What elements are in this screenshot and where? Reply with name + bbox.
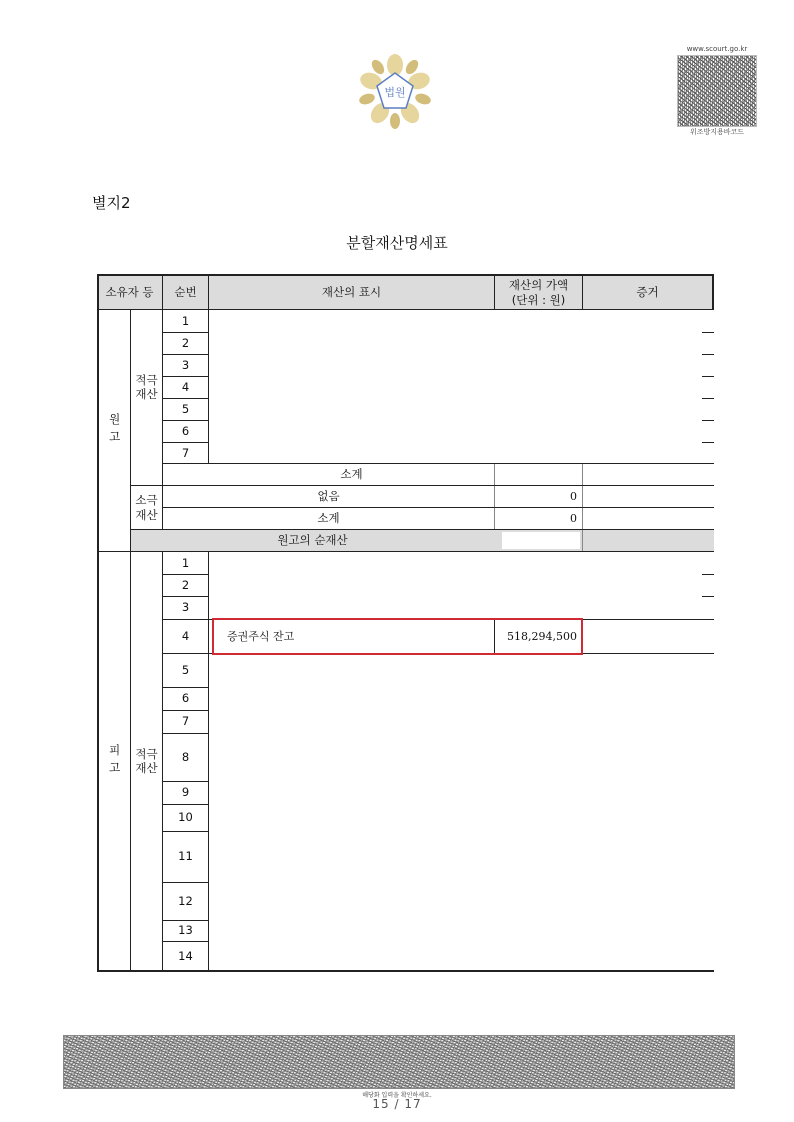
defendant-seq-cell: 7 — [181, 714, 190, 729]
defendant-seq-cell: 2 — [181, 577, 190, 592]
plaintiff-negative-row-value: 0 — [570, 489, 577, 503]
defendant-label: 피고 — [107, 743, 122, 779]
defendant-seq-cell: 6 — [181, 691, 190, 706]
row-divider — [702, 574, 714, 575]
header-evidence: 증거 — [636, 285, 659, 300]
defendant-seq-cell: 11 — [178, 849, 193, 864]
plaintiff-negative-subtotal-label: 소계 — [317, 511, 340, 526]
defendant-seq-cell: 9 — [181, 785, 190, 800]
barcode-label: 위조방지용바코드 — [689, 128, 745, 136]
header-value-line1: 재산의 가액 — [508, 278, 569, 293]
header-seq: 순번 — [174, 285, 197, 300]
defendant-seq-cell: 3 — [181, 600, 190, 615]
plaintiff-seq-cell: 6 — [181, 424, 190, 439]
defendant-positive-label: 적극재산 — [135, 746, 158, 775]
emblem-text: 법원 — [384, 86, 406, 99]
attachment-label: 별지2 — [92, 194, 131, 212]
defendant-seq-cell: 4 — [181, 628, 190, 643]
plaintiff-net-label: 원고의 순재산 — [277, 533, 348, 548]
highlight-item-value: 518,294,500 — [507, 629, 577, 643]
defendant-seq-cell: 14 — [178, 948, 193, 963]
footer-security-pattern — [63, 1035, 735, 1089]
highlight-box — [212, 618, 583, 655]
defendant-seq-cell: 13 — [178, 923, 193, 938]
plaintiff-positive-label: 적극재산 — [135, 372, 158, 401]
plaintiff-seq-cell: 5 — [181, 402, 190, 417]
plaintiff-seq-cell: 4 — [181, 380, 190, 395]
page-number: 15 / 17 — [372, 1097, 422, 1111]
header-value — [495, 276, 582, 309]
defendant-seq-cell: 10 — [178, 810, 193, 825]
plaintiff-seq-cell: 2 — [181, 336, 190, 351]
header-description: 재산의 표시 — [321, 285, 382, 300]
header-owner: 소유자 등 — [105, 285, 154, 300]
site-url: www.scourt.go.kr — [686, 45, 748, 53]
plaintiff-seq-cell: 3 — [181, 358, 190, 373]
header-value-line2: (단위 : 원) — [511, 292, 566, 307]
plaintiff-seq-cell: 7 — [181, 445, 190, 460]
row-divider — [702, 596, 714, 597]
property-division-table — [97, 274, 714, 972]
plaintiff-positive-subtotal-label: 소계 — [340, 467, 363, 482]
plaintiff-seq-cell: 1 — [181, 313, 190, 328]
court-emblem — [355, 53, 435, 129]
defendant-seq-cell: 5 — [181, 662, 190, 677]
anti-forgery-barcode — [677, 55, 757, 127]
plaintiff-negative-label: 소극재산 — [135, 493, 158, 522]
plaintiff-negative-subtotal-value: 0 — [570, 511, 577, 525]
defendant-seq-cell: 1 — [181, 555, 190, 570]
plaintiff-label: 원고 — [107, 413, 122, 448]
defendant-seq-cell: 12 — [178, 893, 193, 908]
highlight-item-description: 증권주식 잔고 — [227, 629, 295, 643]
footer-note: 해당화 입력을 확인하세요. — [362, 1092, 432, 1099]
defendant-seq-cell: 8 — [181, 749, 190, 764]
net-value-box — [502, 532, 580, 549]
plaintiff-negative-row-desc: 없음 — [317, 489, 340, 504]
document-title: 분할재산명세표 — [346, 234, 448, 252]
